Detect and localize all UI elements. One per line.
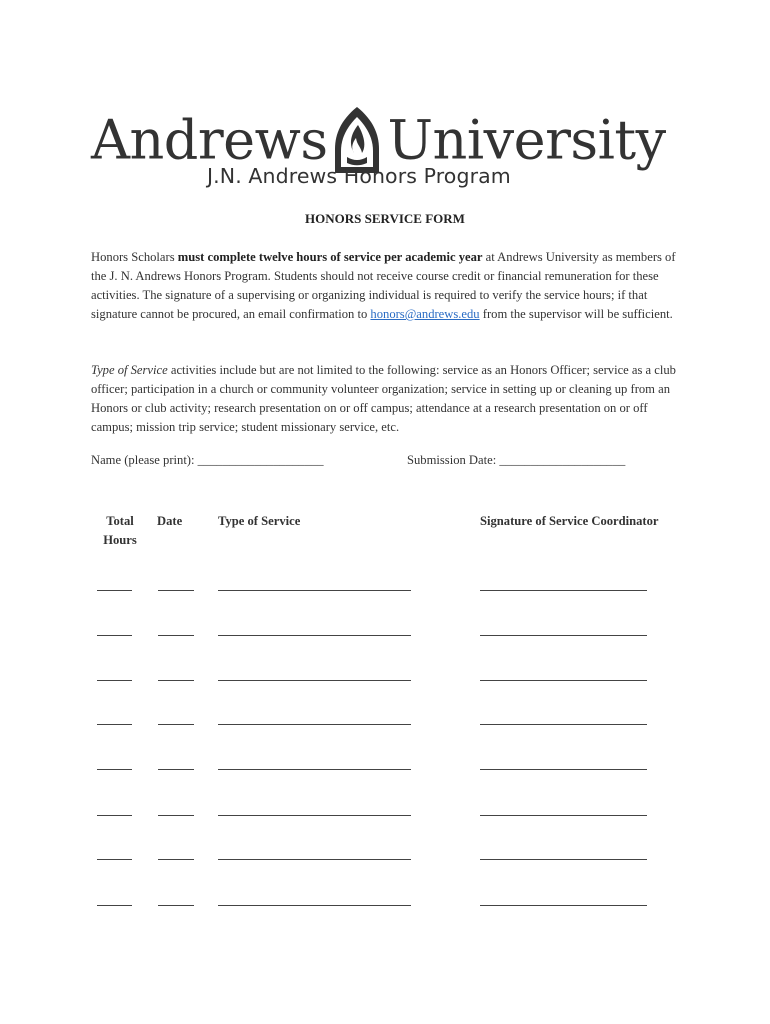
column-signature: Signature of Service Coordinator <box>480 514 659 528</box>
logo-subtitle: J.N. Andrews Honors Program <box>207 164 511 188</box>
submission-date-blank[interactable]: ____________________ <box>499 453 626 467</box>
email-link[interactable]: honors@andrews.edu <box>370 307 480 321</box>
date-blank[interactable] <box>158 724 194 725</box>
university-logo <box>91 88 681 198</box>
table-row <box>0 724 770 728</box>
table-row <box>0 815 770 819</box>
table-row <box>0 635 770 639</box>
signature-blank[interactable] <box>480 815 647 816</box>
column-type-of-service: Type of Service <box>218 514 301 528</box>
logo-word-university: University <box>387 108 666 172</box>
date-blank[interactable] <box>158 680 194 681</box>
type-blank[interactable] <box>218 635 411 636</box>
service-types-paragraph <box>91 361 681 437</box>
hours-blank[interactable] <box>97 905 132 906</box>
type-blank[interactable] <box>218 815 411 816</box>
signature-blank[interactable] <box>480 680 647 681</box>
name-label: Name (please print): <box>91 453 198 467</box>
submission-date-label: Submission Date: <box>407 453 500 467</box>
hours-blank[interactable] <box>97 635 132 636</box>
signature-blank[interactable] <box>480 724 647 725</box>
service-type-label: Type of Service <box>91 363 168 377</box>
type-blank[interactable] <box>218 859 411 860</box>
signature-blank[interactable] <box>480 905 647 906</box>
hours-blank[interactable] <box>97 680 132 681</box>
type-blank[interactable] <box>218 680 411 681</box>
intro-paragraph <box>91 248 681 324</box>
table-row <box>0 859 770 863</box>
form-title: HONORS SERVICE FORM <box>305 211 465 226</box>
table-row <box>0 680 770 684</box>
hours-blank[interactable] <box>97 815 132 816</box>
intro-text-3: from the supervisor will be sufficient. <box>479 307 673 321</box>
signature-blank[interactable] <box>480 769 647 770</box>
name-field[interactable] <box>91 453 324 468</box>
signature-blank[interactable] <box>480 635 647 636</box>
column-date: Date <box>157 514 183 528</box>
signature-blank[interactable] <box>480 590 647 591</box>
type-blank[interactable] <box>218 590 411 591</box>
type-blank[interactable] <box>218 769 411 770</box>
table-row <box>0 769 770 773</box>
column-total-hours <box>100 512 140 550</box>
signature-blank[interactable] <box>480 859 647 860</box>
table-row <box>0 590 770 594</box>
date-blank[interactable] <box>158 859 194 860</box>
logo-word-andrews: Andrews <box>91 108 328 172</box>
table-row <box>0 905 770 909</box>
date-blank[interactable] <box>158 590 194 591</box>
hours-blank[interactable] <box>97 859 132 860</box>
name-blank[interactable]: ____________________ <box>197 453 324 467</box>
column-total-hours-line1: Total <box>106 514 134 528</box>
intro-text-1: Honors Scholars <box>91 250 178 264</box>
date-blank[interactable] <box>158 769 194 770</box>
hours-blank[interactable] <box>97 590 132 591</box>
date-blank[interactable] <box>158 815 194 816</box>
intro-text-2: at Andrews University as members of the J. N. Andrews Honors Program. Students should not receive course credit or financial remuneration for these activities. The signature of a supervising or organizing individual is required to verify the service hours; if that signature cannot be procured, an email confirmation to <box>91 250 676 321</box>
column-total-hours-line2: Hours <box>103 533 137 547</box>
name-date-fields <box>91 453 691 473</box>
intro-bold-requirement: must complete twelve hours of service per academic year <box>177 250 483 264</box>
date-blank[interactable] <box>158 635 194 636</box>
hours-blank[interactable] <box>97 769 132 770</box>
submission-date-field[interactable] <box>407 453 625 468</box>
type-blank[interactable] <box>218 724 411 725</box>
service-types-text: activities include but are not limited to the following: service as an Honors Officer; service as a club officer; participation in a church or community volunteer organization; service in setting up or cleaning up from an Honors or club activity; research presentation on or off campus; attendance at a research presentation on or off campus; mission trip service; student missionary service, etc. <box>91 363 676 434</box>
date-blank[interactable] <box>158 905 194 906</box>
hours-blank[interactable] <box>97 724 132 725</box>
type-blank[interactable] <box>218 905 411 906</box>
